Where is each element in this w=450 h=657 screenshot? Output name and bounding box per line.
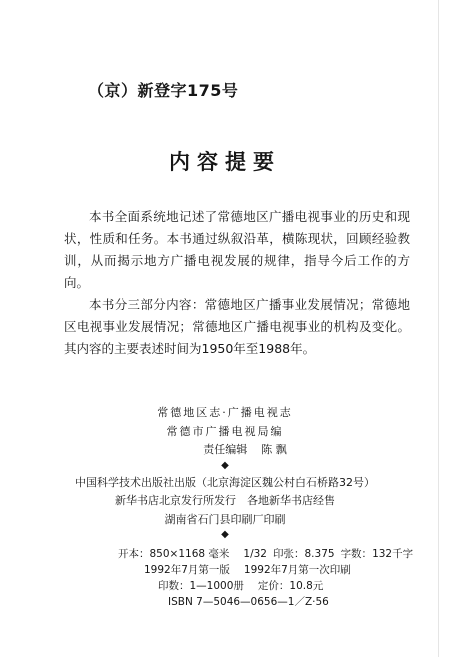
book-title: 常德地区志·广播电视志: [157, 406, 293, 419]
format-value: 850×1168 毫米: [149, 548, 230, 560]
print-specs: [118, 546, 413, 610]
format-size: 1/32: [243, 548, 267, 560]
summary-paragraph: 本书全面系统地记述了常德地区广播电视事业的历史和现状，性质和任务。本书通过纵叙沿革，横陈现状，回顾经验教训，从而揭示地方广播电视发展的规律，指导今后工作的方向。: [64, 209, 410, 290]
price-label: 定价：: [257, 580, 290, 592]
sheets-value: 8.375: [304, 548, 335, 560]
editor-line: [0, 441, 450, 460]
summary-paragraph: 本书分三部分内容：常德地区广播事业发展情况；常德地区电视事业发展情况；常德地区广播电视事业的机构及变化。其内容的主要表述时间为1950年至1988年。: [64, 297, 410, 356]
words-label: 字数：: [340, 548, 373, 560]
editor-label: 责任编辑: [203, 443, 248, 456]
compiler: 常德市广播电视局编: [166, 424, 284, 438]
distributor: 新华书店北京发行所发行 各地新华书店经售: [115, 494, 335, 507]
edition-line: [118, 562, 413, 578]
format-line: [118, 546, 413, 562]
license-number: （京）新登字175号: [88, 81, 239, 100]
summary-title: 内容提要: [169, 150, 281, 174]
copies-line: [118, 578, 413, 594]
edition-first: 1992年7月第一版: [144, 564, 230, 576]
words-value: 132千字: [372, 548, 414, 560]
copies-label: 印数：: [158, 580, 190, 592]
separator-dot: ◆: [221, 529, 229, 540]
publisher: 中国科学技术出版社出版（北京海淀区魏公村白石桥路32号）: [75, 475, 375, 489]
printer: 湖南省石门县印刷厂印刷: [164, 512, 286, 526]
isbn: ISBN 7—5046—0656—1／Z·56: [168, 596, 329, 608]
colophon: [0, 404, 450, 543]
page-edge-line: [438, 0, 439, 657]
summary-body: [64, 206, 410, 360]
price-value: 10.8元: [289, 580, 324, 592]
sheets-label: 印张：: [273, 548, 305, 560]
copies-value: 1—1000册: [189, 580, 244, 592]
separator-dot: ◆: [221, 459, 229, 471]
printing-first: 1992年7月第一次印刷: [243, 564, 351, 576]
editor-name: 陈 飘: [261, 443, 287, 456]
format-label: 开本：: [118, 548, 150, 560]
